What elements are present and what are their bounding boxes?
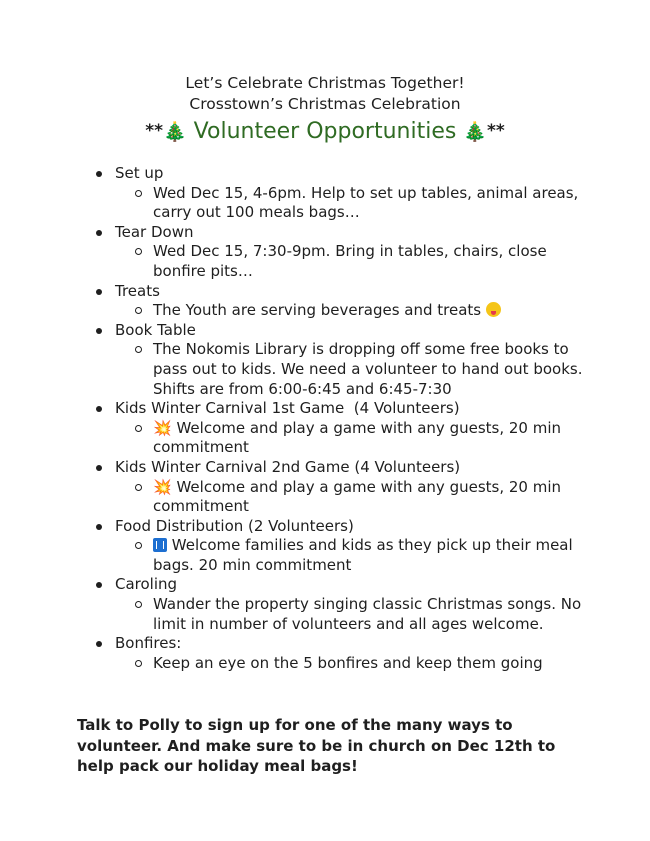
title-text: Volunteer Opportunities: [193, 119, 457, 144]
sub-list-item: [0, 184, 583, 223]
item-label: Caroling: [115, 575, 178, 594]
document-header: [0, 73, 650, 147]
list-item: [0, 282, 650, 321]
volunteer-list: [0, 164, 650, 673]
sub-item-text: The Youth are serving beverages and treats: [153, 301, 482, 320]
list-item: [0, 321, 650, 399]
sub-list-item: [0, 242, 583, 281]
sub-list-item: [0, 654, 583, 674]
circle-bullet-icon: [135, 248, 142, 255]
sub-item-text: The Nokomis Library is dropping off some free books to pass out to kids. We need a volunteer to hand out books. Shifts are from 6:00-6:45 and 6:45-7:30: [153, 340, 583, 398]
sub-item-text: Wed Dec 15, 4-6pm. Help to set up tables, animal areas, carry out 100 meals bags…: [153, 183, 579, 222]
bullet-icon: [96, 328, 102, 334]
collision-emoji-icon: 💥: [153, 477, 172, 496]
footer-note: Talk to Polly to sign up for one of the many ways to volunteer. And make sure to be in church on Dec 12th to help pack our holiday meal bags!: [77, 716, 556, 775]
sub-item-text: Welcome and play a game with any guests, 20 min commitment: [153, 477, 562, 516]
circle-bullet-icon: [135, 190, 142, 197]
sub-item-text: Wed Dec 15, 7:30-9pm. Bring in tables, chairs, close bonfire pits…: [153, 242, 547, 280]
title-suffix: **: [487, 121, 505, 141]
item-label: Bonfires:: [115, 634, 182, 653]
header-line-2: Crosstown’s Christmas Celebration: [189, 95, 461, 113]
header-line-1: Let’s Celebrate Christmas Together!: [185, 74, 465, 92]
sub-list-item: [0, 478, 583, 517]
circle-bullet-icon: [135, 660, 142, 667]
circle-bullet-icon: [135, 307, 142, 314]
item-label: Kids Winter Carnival 1st Game (4 Volunteers): [115, 399, 460, 418]
sub-list-item: [0, 536, 583, 575]
sub-item-text: Welcome families and kids as they pick up their meal bags. 20 min commitment: [153, 536, 573, 574]
bullet-icon: [96, 641, 102, 647]
circle-bullet-icon: [135, 601, 142, 608]
bullet-icon: [96, 465, 102, 471]
savoring-face-emoji-icon: [486, 302, 501, 317]
list-item: [0, 458, 650, 517]
bullet-icon: [96, 524, 102, 530]
sub-list-item: [0, 301, 583, 321]
circle-bullet-icon: [135, 346, 142, 353]
bullet-icon: [96, 289, 102, 295]
page-title: [0, 116, 650, 147]
list-item: [0, 634, 650, 673]
item-label: Food Distribution (2 Volunteers): [115, 516, 354, 535]
circle-bullet-icon: [135, 484, 142, 491]
circle-bullet-icon: [135, 542, 142, 549]
bullet-icon: [96, 406, 102, 412]
bullet-icon: [96, 582, 102, 588]
sub-list-item: [0, 340, 583, 399]
item-label: Tear Down: [115, 222, 194, 241]
list-item: [0, 223, 650, 282]
title-prefix: **: [145, 121, 163, 141]
item-label: Set up: [115, 164, 164, 182]
christmas-tree-icon: 🎄: [463, 121, 487, 143]
bullet-icon: [96, 171, 102, 177]
sub-list-item: [0, 595, 583, 634]
list-item: [0, 164, 650, 223]
sub-item-text: Keep an eye on the 5 bonfires and keep them going: [153, 653, 543, 672]
list-item: [0, 575, 650, 634]
christmas-tree-icon: 🎄: [163, 121, 187, 143]
item-label: Kids Winter Carnival 2nd Game (4 Volunteers): [115, 457, 461, 476]
box-emoji-icon: [153, 538, 167, 552]
bullet-icon: [96, 230, 102, 236]
collision-emoji-icon: 💥: [153, 418, 172, 437]
list-item: [0, 399, 650, 458]
item-label: Treats: [115, 281, 160, 300]
sub-item-text: Welcome and play a game with any guests, 20 min commitment: [153, 418, 562, 457]
circle-bullet-icon: [135, 425, 142, 432]
item-label: Book Table: [115, 320, 196, 339]
sub-list-item: [0, 419, 583, 458]
list-item: [0, 517, 650, 576]
sub-item-text: Wander the property singing classic Christmas songs. No limit in number of volunteers and all ages welcome.: [153, 595, 582, 633]
